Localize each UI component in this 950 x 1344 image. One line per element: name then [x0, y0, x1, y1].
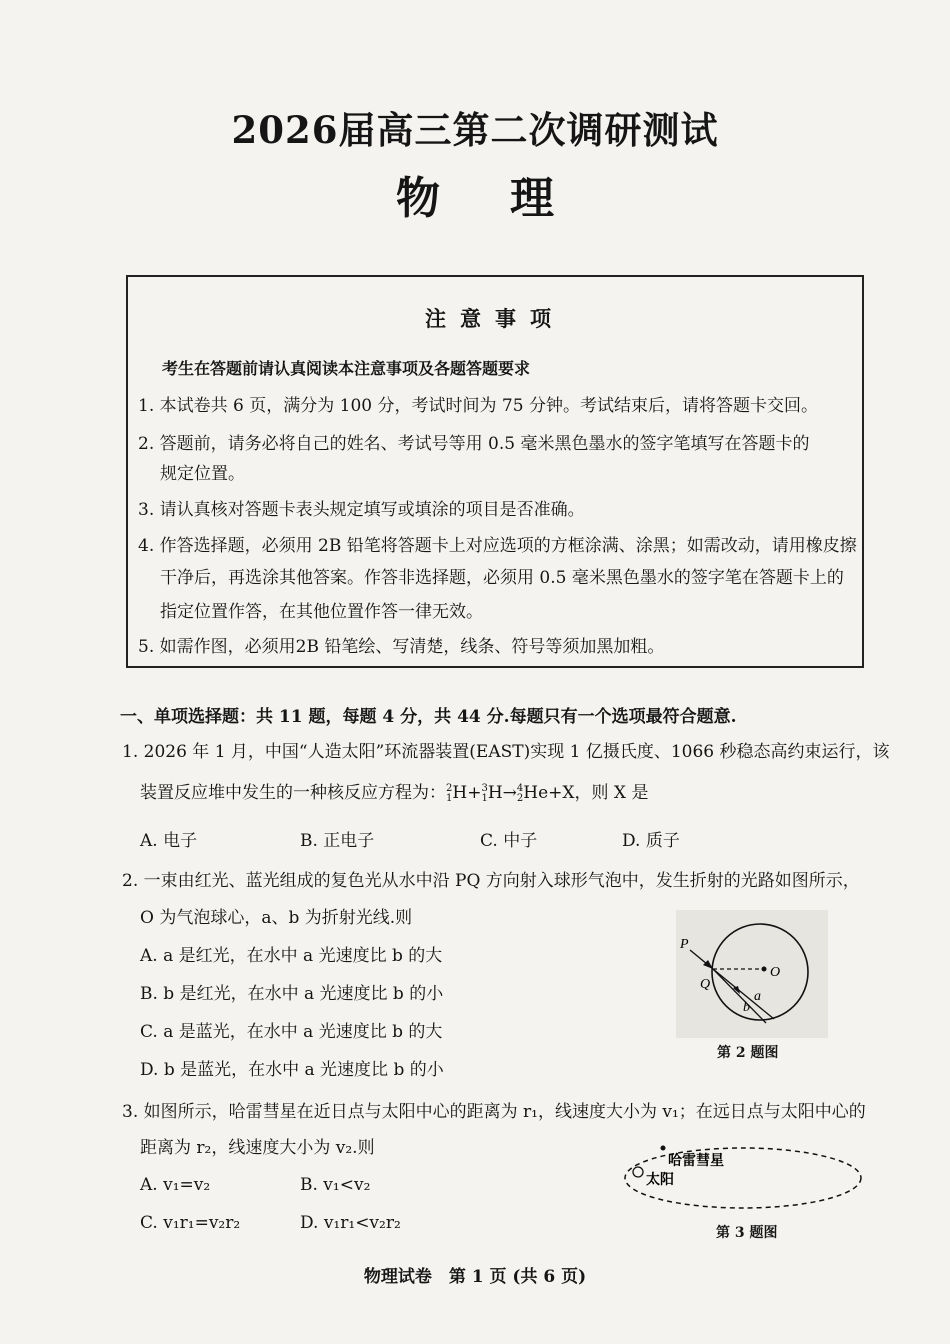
q3-option-d: D. v₁r₁<v₂r₂ [300, 1213, 401, 1233]
eq-n3-sym: He [523, 783, 549, 804]
label-q: Q [700, 977, 711, 992]
nuclear-equation [446, 783, 575, 804]
notice-item: 2. 答题前，请务必将自己的姓名、考试号等用 0.5 毫米黑色墨水的签字笔填写在答题卡的 [138, 434, 810, 454]
label-a: a [754, 989, 761, 1004]
eq-n1-mass: 2 [446, 782, 453, 794]
eq-tail: +X [548, 783, 575, 804]
q2-option-b: B. b 是红光，在水中 a 光速度比 b 的小 [140, 984, 444, 1004]
q2-stem-line2: O 为气泡球心，a、b 为折射光线.则 [140, 908, 413, 928]
q1-option-c: C. 中子 [480, 831, 538, 851]
q1-option-b: B. 正电子 [300, 831, 375, 851]
eq-plus: + [467, 783, 482, 804]
sun-label: 太阳 [646, 1173, 674, 1188]
label-p: P [680, 937, 689, 952]
q3-stem-line2: 距离为 r₂，线速度大小为 v₂.则 [140, 1138, 375, 1158]
comet-icon [661, 1146, 666, 1151]
notice-item: 4. 作答选择题，必须用 2B 铅笔将答题卡上对应选项的方框涂满、涂黑；如需改动，请用橡皮擦 [138, 536, 857, 556]
label-b: b [743, 1000, 750, 1015]
exam-title: 2026届高三第二次调研测试 [231, 108, 719, 152]
q1-stem-pre: 装置反应堆中发生的一种核反应方程为： [140, 783, 446, 803]
eq-n2-sym: H [487, 783, 503, 804]
q2-option-a: A. a 是红光，在水中 a 光速度比 b 的大 [140, 946, 443, 966]
notice-item: 1. 本试卷共 6 页，满分为 100 分，考试时间为 75 分钟。考试结束后，请将答题卡交回。 [138, 396, 818, 416]
label-o: O [770, 965, 781, 980]
notice-heading: 注意事项 [425, 306, 565, 331]
q3-option-a: A. v₁=v₂ [140, 1175, 211, 1195]
bubble-circle [712, 924, 808, 1020]
center-point [762, 967, 767, 972]
subject-title: 物理 [396, 173, 624, 224]
q2-option-d: D. b 是蓝光，在水中 a 光速度比 b 的小 [140, 1060, 444, 1080]
page-footer: 物理试卷 第 1 页 (共 6 页) [363, 1267, 587, 1287]
notice-item: 3. 请认真核对答题卡表头规定填写或填涂的项目是否准确。 [138, 500, 585, 520]
q1-option-d: D. 质子 [622, 831, 680, 851]
notice-lead: 考生在答题前请认真阅读本注意事项及各题答题要求 [162, 359, 531, 378]
fig3-diagram [618, 1140, 868, 1216]
notice-item: 指定位置作答，在其他位置作答一律无效。 [160, 602, 483, 622]
eq-n1-sym: H [452, 783, 468, 804]
notice-item: 规定位置。 [160, 464, 245, 484]
q2-option-c: C. a 是蓝光，在水中 a 光速度比 b 的大 [140, 1022, 443, 1042]
comet-label: 哈雷彗星 [668, 1154, 724, 1169]
notice-item: 5. 如需作图，必须用2B 铅笔绘、写清楚，线条、符号等须加黑加粗。 [138, 637, 665, 657]
q1-option-a: A. 电子 [140, 831, 198, 851]
eq-n2-mass: 3 [481, 782, 488, 794]
eq-n3-charge: 2 [516, 792, 524, 804]
q1-stem-post: ，则 X 是 [574, 783, 649, 803]
q3-option-c: C. v₁r₁=v₂r₂ [140, 1213, 241, 1233]
eq-n2-charge: 1 [481, 792, 488, 804]
fig3-caption: 第 3 题图 [716, 1225, 778, 1241]
q1-stem-line1: 1. 2026 年 1 月，中国“人造太阳”环流器装置(EAST)实现 1 亿摄氏度、1066 秒稳态高约束运行，该 [122, 742, 890, 762]
sun-icon [633, 1167, 643, 1177]
eq-arrow: → [502, 783, 517, 804]
q2-stem-line1: 2. 一束由红光、蓝光组成的复色光从水中沿 PQ 方向射入球形气泡中，发生折射的光路如图所示， [122, 871, 860, 891]
eq-n1-charge: 1 [446, 792, 453, 804]
q1-stem-line2 [140, 778, 648, 804]
fig2-diagram [676, 910, 828, 1038]
fig2-caption: 第 2 题图 [717, 1045, 779, 1061]
section-heading: 一、单项选择题：共 11 题，每题 4 分，共 44 分.每题只有一个选项最符合题意. [120, 707, 737, 727]
q3-option-b: B. v₁<v₂ [300, 1175, 371, 1195]
notice-box [126, 275, 864, 668]
eq-n3-mass: 4 [516, 782, 524, 794]
notice-item: 干净后，再选涂其他答案。作答非选择题，必须用 0.5 毫米黑色墨水的签字笔在答题卡上的 [160, 568, 844, 588]
q3-stem-line1: 3. 如图所示，哈雷彗星在近日点与太阳中心的距离为 r₁，线速度大小为 v₁；在远日点与太阳中心的 [122, 1102, 866, 1122]
